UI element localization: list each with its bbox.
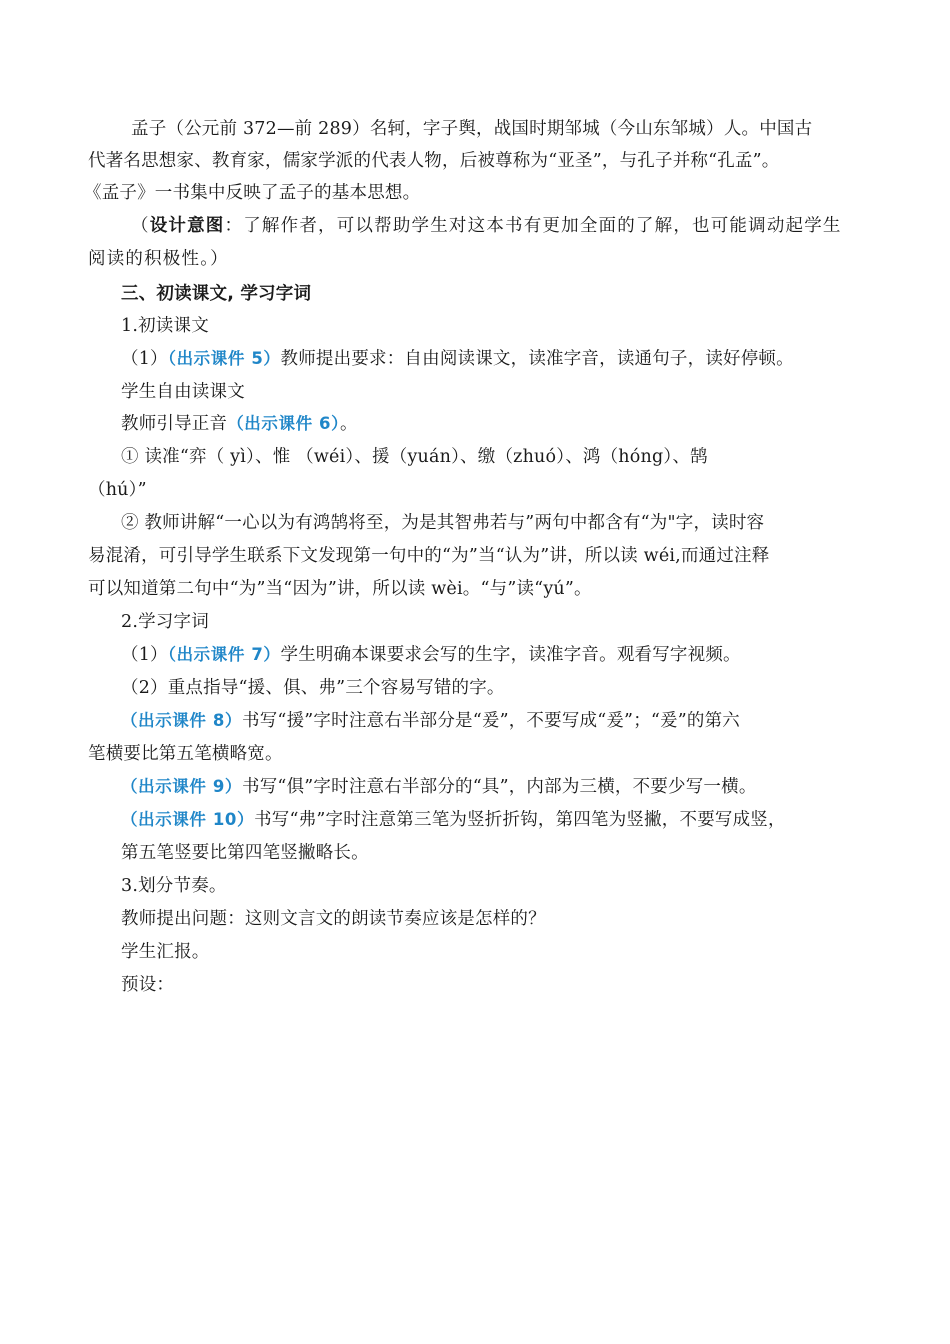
intro-line-3: 《孟子》一书集中反映了孟子的基本思想。 — [84, 183, 421, 203]
design-note-line-2: 阅读的积极性。） — [88, 249, 229, 269]
section-heading: 三、初读课文, 学习字词 — [121, 284, 312, 304]
courseware-8-line-2: 笔横要比第五笔横略宽。 — [88, 744, 283, 764]
item-text: 学生明确本课要求会写的生字，读准字音。观看写字视频。 — [280, 645, 741, 665]
guide-text: 教师引导正音 — [121, 414, 228, 434]
item-number: （1） — [121, 349, 168, 369]
reading-item-1 — [121, 347, 794, 371]
explanation-line-2: 易混淆，可引导学生联系下文发现第一句中的“为”当“认为”讲，所以读 wéi,而通过注释 — [88, 546, 770, 566]
subsection-2-title: 2.学习字词 — [121, 612, 209, 632]
student-report-line: 学生汇报。 — [121, 942, 210, 962]
teacher-question-line: 教师提出问题：这则文言文的朗读节奏应该是怎样的？ — [121, 909, 546, 929]
subsection-3-title: 3.划分节奏。 — [121, 876, 227, 896]
item-number: （1） — [121, 645, 168, 665]
courseware-tag-8: （出示课件 8） — [121, 711, 243, 730]
design-note-label: 设计意图 — [149, 216, 225, 236]
pronunciation-line-2: （hú）” — [88, 480, 147, 500]
design-note-line-1 — [131, 214, 842, 238]
intro-line-2: 代著名思想家、教育家，儒家学派的代表人物，后被尊称为“亚圣”，与孔子并称“孔孟”。 — [88, 151, 780, 171]
item-text: 教师提出要求：自由阅读课文，读准字音，读通句子，读好停顿。 — [280, 349, 794, 369]
preset-line: 预设： — [121, 975, 175, 995]
courseware-tag-5: （出示课件 5） — [167, 349, 281, 368]
intro-line-1: 孟子（公元前 372—前 289）名轲，字子舆，战国时期邹城（今山东邹城）人。中国古 — [131, 119, 813, 139]
courseware-tag-10: （出示课件 10） — [121, 810, 255, 829]
writing-item-2: （2）重点指导“援、俱、弗”三个容易写错的字。 — [121, 678, 505, 698]
pronunciation-line-1: ① 读准“弈（ yì）、惟 （wéi）、援（yuán）、缴（zhuó）、鸿（hóng）、鹄 — [121, 447, 708, 467]
courseware-10-line-1 — [121, 808, 786, 832]
courseware-9-text: 书写“俱”字时注意右半部分的“具”，内部为三横，不要少写一横。 — [242, 777, 757, 797]
courseware-8-text: 书写“援”字时注意右半部分是“爰”，不要写成“爰”；“爰”的第六 — [242, 711, 741, 731]
courseware-tag-9: （出示课件 9） — [121, 777, 243, 796]
subsection-1-title: 1.初读课文 — [121, 316, 209, 336]
courseware-tag-7: （出示课件 7） — [167, 645, 281, 664]
courseware-10-line-2: 第五笔竖要比第四笔竖撇略长。 — [121, 843, 369, 863]
courseware-tag-6: （出示课件 6） — [227, 414, 340, 433]
writing-item-1 — [121, 643, 741, 667]
teacher-guide-line — [121, 412, 358, 436]
guide-suffix: 。 — [339, 414, 358, 434]
courseware-8-line-1 — [121, 709, 740, 733]
courseware-9-line — [121, 775, 757, 799]
design-note-text: ：了解作者，可以帮助学生对这本书有更加全面的了解，也可能调动起学生 — [224, 216, 842, 236]
design-note-open-paren: （ — [131, 216, 150, 236]
explanation-line-3: 可以知道第二句中“为”当“因为”讲，所以读 wèi。“与”读“yú”。 — [88, 579, 592, 599]
student-read-line: 学生自由读课文 — [121, 382, 245, 402]
explanation-line-1: ② 教师讲解“一心以为有鸿鹄将至，为是其智弗若与”两句中都含有“为"字，读时容 — [121, 513, 765, 533]
courseware-10-text: 书写“弗”字时注意第三笔为竖折折钩，第四笔为竖撇，不要写成竖， — [254, 810, 786, 830]
